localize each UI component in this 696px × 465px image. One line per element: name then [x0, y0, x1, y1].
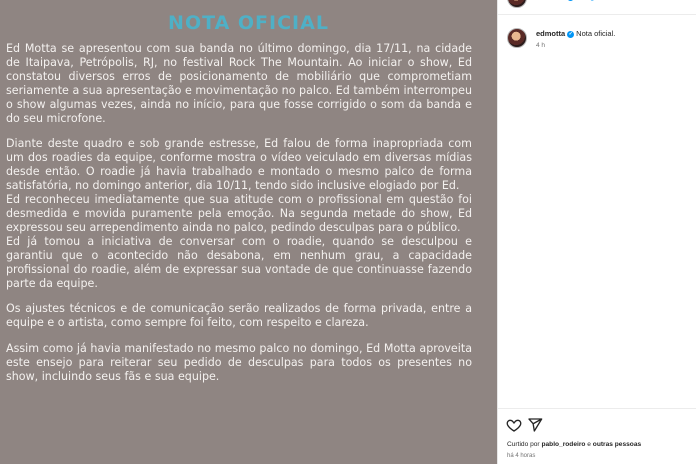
liked-prefix: Curtido por: [507, 441, 540, 448]
caption-time[interactable]: 4 h: [536, 42, 546, 49]
caption-text: Nota oficial.: [576, 29, 616, 38]
liked-suffix: e: [587, 441, 591, 448]
verified-badge-icon: [567, 0, 574, 1]
post-title: NOTA OFICIAL: [168, 12, 329, 34]
liked-user-link[interactable]: pablo_rodeiro: [541, 441, 586, 448]
action-bar: [498, 408, 696, 465]
post-body: [6, 42, 472, 396]
header-username[interactable]: [536, 0, 565, 1]
avatar[interactable]: [507, 28, 527, 48]
avatar[interactable]: [507, 0, 527, 8]
post-sidebar: [497, 0, 696, 464]
heart-icon[interactable]: [506, 417, 522, 433]
post-header: [498, 0, 696, 15]
post-paragraph: Ed reconheceu imediatamente que sua atitude com o profissional em questão foi desmedida e movida puramente pela emoção. Na segunda metade do show, Ed expressou seu arrependimento ainda no palco, pedindo desculpas para o público.: [6, 193, 472, 234]
caption-username[interactable]: edmotta: [536, 29, 566, 38]
separator: [576, 0, 579, 1]
verified-badge-icon: ✓: [568, 30, 573, 37]
liked-others-link[interactable]: outras pessoas: [592, 441, 642, 448]
post-paragraph: Diante deste quadro e sob grande estresse, Ed falou de forma inapropriada com um dos roadies da equipe, conforme mostra o vídeo veiculado em diversas mídias desde então. O roadie já havia trabalhado e montado o mesmo palco de forma satisfatória, no domingo anterior, dia 10/11, tendo sido inclusive elogiado por Ed.: [6, 137, 472, 193]
post-time[interactable]: há 4 horas: [507, 453, 536, 459]
follow-button[interactable]: [581, 0, 604, 1]
post-paragraph: Os ajustes técnicos e de comunicação serão realizados de forma privada, entre a equipe e o artista, como sempre foi feito, com respeito e clareza.: [6, 302, 472, 330]
post-paragraph: Ed já tomou a iniciativa de conversar com o roadie, quando se desculpou e garantiu que o acontecido não desabona, em nenhum grau, a capacidade profissional do roadie, além de expressar sua vontade de que continuasse fazendo parte da equipe.: [6, 234, 472, 290]
send-icon[interactable]: [527, 417, 543, 433]
post-paragraph: Ed Motta se apresentou com sua banda no último domingo, dia 17/11, na cidade de Itaipava, Petrópolis, RJ, no festival Rock The Mountain. Ao iniciar o show, Ed constatou diversos erros de posicionamento de mobiliário que comprometiam seriamente a sua apresentação e movimentação no palco. Ed também interrompeu o show algumas vezes, ainda no início, para que fosse corrigido o som da banda e do seu microfone.: [6, 42, 472, 125]
post-paragraph: Assim como já havia manifestado no mesmo palco no domingo, Ed Motta aproveita este ensejo para reiterar seu pedido de desculpas para todos os presentes no show, incluindo seus fãs e sua equipe.: [6, 342, 472, 384]
likes-summary: [507, 441, 641, 448]
